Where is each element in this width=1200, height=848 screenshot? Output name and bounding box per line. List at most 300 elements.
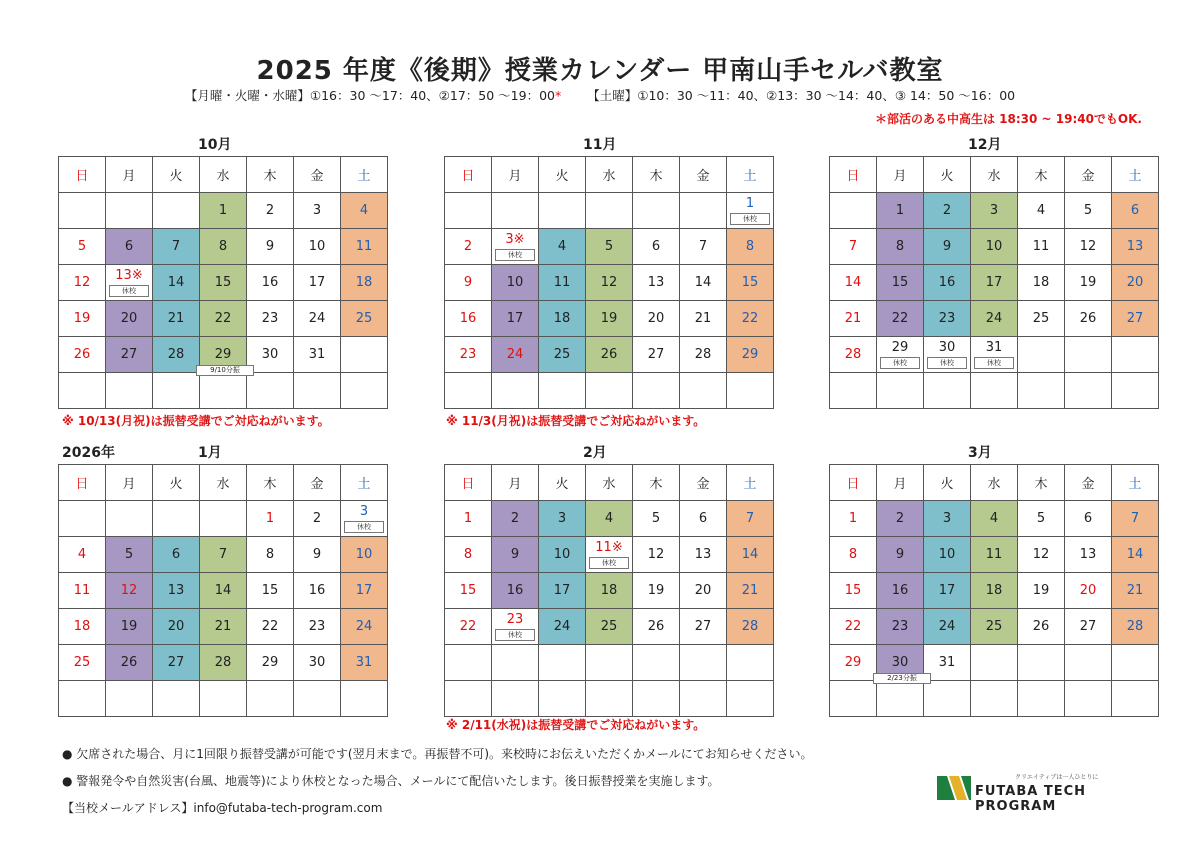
day-cell (539, 301, 586, 337)
day-number: 11 (355, 238, 373, 254)
weekday-header: 月 (106, 157, 153, 193)
day-number: 8 (848, 546, 858, 562)
day-number: 3 (989, 202, 999, 218)
page-title: 2025 年度《後期》授業カレンダー 甲南山手セルバ教室 (256, 56, 944, 86)
day-number: 3※ (505, 231, 525, 247)
day-cell (153, 609, 200, 645)
weekday-header: 木 (247, 465, 294, 501)
day-cell (539, 681, 586, 717)
day-cell (153, 681, 200, 717)
day-cell (680, 301, 727, 337)
makeup-badge: 2/23分振 (873, 673, 931, 684)
weekday-header: 木 (633, 465, 680, 501)
weekday-header: 金 (294, 465, 341, 501)
day-number: 25 (600, 618, 618, 634)
day-number: 8 (463, 546, 473, 562)
day-cell (539, 373, 586, 409)
day-cell (1112, 337, 1159, 373)
day-cell (539, 573, 586, 609)
day-cell (106, 193, 153, 229)
month-calendar (444, 464, 774, 717)
day-number: 30 (261, 346, 279, 362)
day-cell (971, 373, 1018, 409)
day-cell (1018, 301, 1065, 337)
day-number: 19 (1032, 582, 1050, 598)
day-cell (830, 229, 877, 265)
day-cell (539, 193, 586, 229)
day-number: 10 (355, 546, 373, 562)
day-number: 26 (120, 654, 138, 670)
week-row (830, 229, 1159, 265)
day-number: 7 (218, 546, 228, 562)
weekday-header: 水 (200, 465, 247, 501)
day-cell (877, 301, 924, 337)
day-cell (1112, 265, 1159, 301)
week-row (59, 609, 388, 645)
week-row (830, 373, 1159, 409)
weekday-header: 土 (727, 465, 774, 501)
day-cell (294, 573, 341, 609)
day-cell (1065, 193, 1112, 229)
day-cell (294, 229, 341, 265)
day-cell (680, 229, 727, 265)
week-row (59, 193, 388, 229)
day-number: 3 (312, 202, 322, 218)
day-cell (586, 537, 633, 573)
week-row (59, 373, 388, 409)
day-cell (727, 573, 774, 609)
week-row (830, 301, 1159, 337)
closed-badge: 休校 (589, 557, 629, 569)
day-number: 18 (1032, 274, 1050, 290)
day-cell (1112, 681, 1159, 717)
day-cell (924, 265, 971, 301)
day-cell (830, 537, 877, 573)
day-cell (200, 609, 247, 645)
day-number: 21 (167, 310, 185, 326)
day-cell (200, 681, 247, 717)
day-cell (153, 501, 200, 537)
day-cell (59, 645, 106, 681)
day-number: 18 (355, 274, 373, 290)
day-cell (445, 337, 492, 373)
day-number: 20 (1079, 582, 1097, 598)
week-row (445, 301, 774, 337)
day-cell (586, 229, 633, 265)
day-number: 2 (942, 202, 952, 218)
day-cell (830, 645, 877, 681)
day-number: 21 (694, 310, 712, 326)
day-cell (1018, 573, 1065, 609)
day-number: 21 (741, 582, 759, 598)
weekday-header: 土 (341, 465, 388, 501)
day-number: 13 (694, 546, 712, 562)
month-label: 12月 (968, 137, 1002, 153)
logo-mark-icon (937, 776, 973, 800)
week-row (59, 537, 388, 573)
day-number: 25 (73, 654, 91, 670)
day-number: 16 (938, 274, 956, 290)
day-number: 20 (694, 582, 712, 598)
day-number: 27 (120, 346, 138, 362)
day-cell (445, 193, 492, 229)
day-number: 10 (506, 274, 524, 290)
day-number: 14 (694, 274, 712, 290)
day-number: 5 (1036, 510, 1046, 526)
day-number: 6 (651, 238, 661, 254)
week-row (830, 537, 1159, 573)
week-row (445, 337, 774, 373)
day-number: 26 (73, 346, 91, 362)
day-cell (1065, 501, 1112, 537)
day-number: 21 (214, 618, 232, 634)
day-number: 20 (647, 310, 665, 326)
month-calendar (58, 156, 388, 409)
day-cell (971, 337, 1018, 373)
weekday-header: 水 (586, 465, 633, 501)
day-cell (341, 337, 388, 373)
day-number: 13※ (115, 267, 143, 283)
day-number: 17 (553, 582, 571, 598)
day-cell (247, 501, 294, 537)
day-cell (59, 193, 106, 229)
day-number: 17 (308, 274, 326, 290)
day-number: 8 (218, 238, 228, 254)
day-cell (633, 229, 680, 265)
day-cell (492, 645, 539, 681)
weekday-header: 月 (877, 465, 924, 501)
day-number: 15 (844, 582, 862, 598)
day-cell (341, 681, 388, 717)
day-cell (539, 537, 586, 573)
week-row (445, 193, 774, 229)
day-cell (971, 681, 1018, 717)
day-number: 16 (459, 310, 477, 326)
day-cell (727, 337, 774, 373)
day-number: 19 (1079, 274, 1097, 290)
week-row (445, 265, 774, 301)
day-number: 24 (985, 310, 1003, 326)
day-cell (1112, 537, 1159, 573)
day-number: 15 (459, 582, 477, 598)
weekday-header: 火 (153, 465, 200, 501)
day-cell (294, 537, 341, 573)
day-cell (341, 609, 388, 645)
day-number: 25 (985, 618, 1003, 634)
day-cell (1018, 681, 1065, 717)
day-cell (830, 337, 877, 373)
weekday-header: 金 (1065, 157, 1112, 193)
day-cell (1112, 373, 1159, 409)
day-cell (59, 301, 106, 337)
day-number: 1 (265, 510, 275, 526)
day-number: 1 (895, 202, 905, 218)
weekday-header: 月 (492, 465, 539, 501)
day-number: 8 (745, 238, 755, 254)
day-cell (1065, 573, 1112, 609)
day-number: 11 (985, 546, 1003, 562)
week-row (59, 301, 388, 337)
weekday-header: 月 (106, 465, 153, 501)
day-cell (106, 573, 153, 609)
weekday-header: 日 (445, 465, 492, 501)
day-number: 16 (261, 274, 279, 290)
day-cell (1018, 193, 1065, 229)
day-cell (341, 301, 388, 337)
day-number: 9 (265, 238, 275, 254)
weekday-header: 土 (1112, 157, 1159, 193)
day-cell (59, 337, 106, 373)
day-number: 1 (218, 202, 228, 218)
day-number: 28 (214, 654, 232, 670)
day-number: 14 (741, 546, 759, 562)
day-number: 6 (171, 546, 181, 562)
day-cell (830, 373, 877, 409)
day-cell (586, 681, 633, 717)
day-cell (1112, 229, 1159, 265)
day-cell (59, 229, 106, 265)
day-number: 22 (261, 618, 279, 634)
day-number: 27 (1079, 618, 1097, 634)
day-number: 20 (167, 618, 185, 634)
email-address: 【当校メールアドレス】info@futaba-tech-program.com (62, 801, 383, 815)
day-cell (680, 537, 727, 573)
day-cell (294, 193, 341, 229)
day-number: 4 (77, 546, 87, 562)
month-label: 11月 (583, 137, 617, 153)
week-row (445, 573, 774, 609)
day-number: 21 (844, 310, 862, 326)
day-number: 8 (895, 238, 905, 254)
remark-oct: ※ 10/13(月祝)は振替受講でご対応ねがいます。 (62, 414, 330, 428)
day-cell (200, 301, 247, 337)
day-cell (445, 645, 492, 681)
day-cell (247, 537, 294, 573)
day-cell (59, 265, 106, 301)
day-cell (830, 265, 877, 301)
weekday-header: 月 (492, 157, 539, 193)
day-cell (200, 373, 247, 409)
weekday-header: 火 (539, 157, 586, 193)
day-number: 29 (741, 346, 759, 362)
day-number: 28 (844, 346, 862, 362)
day-number: 31 (985, 339, 1003, 355)
day-number: 2 (895, 510, 905, 526)
day-cell (294, 337, 341, 373)
day-cell (586, 573, 633, 609)
day-cell (492, 265, 539, 301)
day-cell (830, 609, 877, 645)
day-number: 7 (745, 510, 755, 526)
day-number: 17 (938, 582, 956, 598)
day-cell (247, 681, 294, 717)
weekday-header: 月 (877, 157, 924, 193)
day-number: 1 (463, 510, 473, 526)
day-number: 16 (506, 582, 524, 598)
day-number: 12 (1079, 238, 1097, 254)
day-cell (445, 681, 492, 717)
day-cell (153, 229, 200, 265)
day-cell (492, 501, 539, 537)
weekday-header: 日 (830, 157, 877, 193)
weekday-header: 木 (1018, 157, 1065, 193)
day-cell (680, 193, 727, 229)
day-number: 26 (1079, 310, 1097, 326)
day-cell (1112, 193, 1159, 229)
day-number: 8 (265, 546, 275, 562)
day-cell (153, 265, 200, 301)
day-cell (971, 573, 1018, 609)
day-cell (106, 301, 153, 337)
day-cell (1065, 609, 1112, 645)
weekday-header: 水 (971, 465, 1018, 501)
closed-badge: 休校 (495, 249, 535, 261)
day-cell (877, 193, 924, 229)
day-cell (727, 645, 774, 681)
day-cell (341, 645, 388, 681)
day-number: 19 (600, 310, 618, 326)
day-cell (877, 645, 924, 681)
closed-badge: 休校 (880, 357, 920, 369)
day-cell (633, 373, 680, 409)
day-cell (1112, 501, 1159, 537)
day-cell (1018, 337, 1065, 373)
closed-badge: 休校 (927, 357, 967, 369)
day-cell (586, 265, 633, 301)
day-cell (445, 573, 492, 609)
day-cell (633, 573, 680, 609)
day-cell (680, 609, 727, 645)
weekday-header: 土 (1112, 465, 1159, 501)
day-number: 19 (73, 310, 91, 326)
day-cell (586, 301, 633, 337)
day-cell (1018, 609, 1065, 645)
day-cell (924, 337, 971, 373)
day-number: 23 (891, 618, 909, 634)
day-cell (971, 645, 1018, 681)
day-cell (877, 265, 924, 301)
month-label: 2月 (583, 445, 607, 461)
day-cell (200, 229, 247, 265)
day-cell (294, 681, 341, 717)
bullet-absence: ● 欠席された場合、月に1回限り振替受講が可能です(翌月末まで。再振替不可)。来校時にお伝えいただくかメールにてお知らせください。 (62, 747, 813, 761)
class-schedule (0, 86, 1200, 104)
day-number: 31 (938, 654, 956, 670)
day-cell (247, 301, 294, 337)
day-number: 22 (844, 618, 862, 634)
day-number: 11 (1032, 238, 1050, 254)
day-cell (492, 301, 539, 337)
day-cell (633, 193, 680, 229)
day-number: 17 (506, 310, 524, 326)
week-row (59, 681, 388, 717)
day-number: 15 (741, 274, 759, 290)
day-cell (971, 265, 1018, 301)
day-cell (971, 229, 1018, 265)
day-cell (1065, 229, 1112, 265)
day-cell (727, 301, 774, 337)
day-number: 16 (308, 582, 326, 598)
day-number: 15 (214, 274, 232, 290)
day-number: 13 (1126, 238, 1144, 254)
week-row (830, 573, 1159, 609)
day-number: 11 (553, 274, 571, 290)
week-row (445, 229, 774, 265)
day-number: 17 (985, 274, 1003, 290)
day-number: 23 (261, 310, 279, 326)
weekday-header: 木 (247, 157, 294, 193)
day-number: 26 (647, 618, 665, 634)
week-row (830, 609, 1159, 645)
day-cell (1018, 537, 1065, 573)
day-cell (294, 645, 341, 681)
day-cell (1065, 645, 1112, 681)
day-cell (1065, 301, 1112, 337)
day-cell (877, 573, 924, 609)
day-number: 26 (1032, 618, 1050, 634)
weekday-header: 金 (680, 465, 727, 501)
day-cell (153, 301, 200, 337)
day-cell (586, 193, 633, 229)
day-cell (200, 537, 247, 573)
day-cell (924, 573, 971, 609)
weekday-header: 土 (341, 157, 388, 193)
day-cell (924, 301, 971, 337)
day-number: 27 (694, 618, 712, 634)
day-number: 13 (1079, 546, 1097, 562)
day-cell (727, 265, 774, 301)
month-calendar (58, 464, 388, 717)
day-cell (341, 537, 388, 573)
day-cell (200, 193, 247, 229)
day-cell (106, 645, 153, 681)
day-number: 9 (942, 238, 952, 254)
day-number: 5 (124, 546, 134, 562)
day-number: 10 (985, 238, 1003, 254)
day-number: 2 (265, 202, 275, 218)
day-number: 19 (120, 618, 138, 634)
day-cell (924, 229, 971, 265)
year-label: 2026年 (62, 445, 115, 461)
day-number: 28 (167, 346, 185, 362)
day-cell (830, 193, 877, 229)
day-cell (830, 301, 877, 337)
day-number: 22 (459, 618, 477, 634)
day-cell (1018, 229, 1065, 265)
day-cell (341, 573, 388, 609)
day-number: 3 (557, 510, 567, 526)
day-cell (971, 537, 1018, 573)
day-number: 14 (167, 274, 185, 290)
day-number: 18 (553, 310, 571, 326)
day-cell (1065, 265, 1112, 301)
day-cell (200, 265, 247, 301)
weekday-header: 日 (59, 157, 106, 193)
day-number: 4 (359, 202, 369, 218)
day-cell (106, 373, 153, 409)
day-number: 24 (308, 310, 326, 326)
schedule-weekday: 【月曜・火曜・水曜】①16：30 ～17：40、②17：50 ～19：00 (184, 88, 555, 103)
day-number: 1 (848, 510, 858, 526)
week-row (59, 501, 388, 537)
month-calendar (829, 156, 1159, 409)
day-cell (153, 193, 200, 229)
remark-nov: ※ 11/3(月祝)は振替受講でご対応ねがいます。 (446, 414, 706, 428)
month-calendar (829, 464, 1159, 717)
day-cell (492, 373, 539, 409)
day-cell (633, 301, 680, 337)
day-number: 12 (120, 582, 138, 598)
